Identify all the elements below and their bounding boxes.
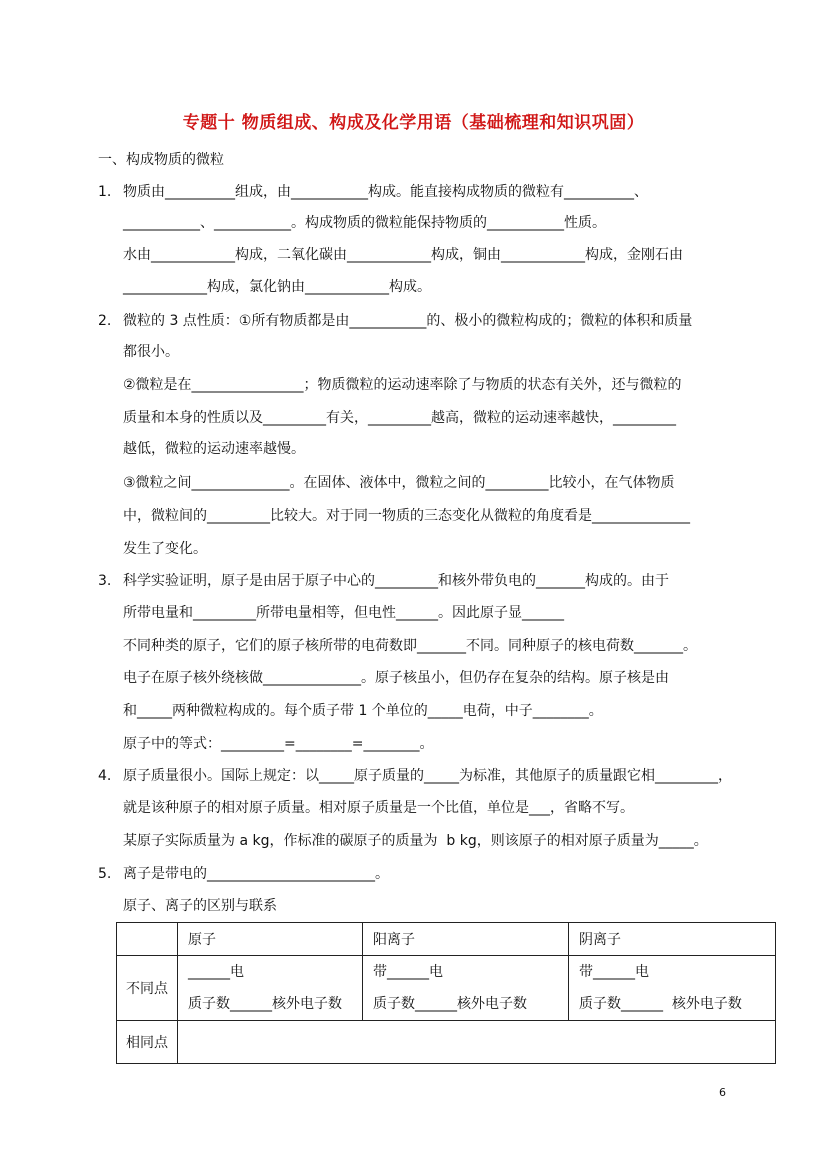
item-number: 4. <box>98 768 112 784</box>
item-line: 质量和本身的性质以及_________有关，_________越高，微粒的运动速率越快，_________ <box>123 410 676 426</box>
cell-text: 质子数______核外电子数 <box>188 996 342 1012</box>
cell-text: 带______电 <box>579 964 649 980</box>
table-row <box>117 956 776 1021</box>
item-line: ②微粒是在________________；物质微粒的运动速率除了与物质的状态有关外，还与微粒的 <box>123 377 682 393</box>
row-label: 不同点 <box>117 956 178 1021</box>
item-number: 2. <box>98 313 112 329</box>
table-header-row <box>117 923 776 956</box>
item-number: 3. <box>98 573 112 589</box>
item-line: 原子、离子的区别与联系 <box>123 898 277 914</box>
item-line: 都很小。 <box>123 344 179 360</box>
cell-text: 质子数______ 核外电子数 <box>579 996 742 1012</box>
table-cell-empty <box>178 1021 776 1064</box>
item-line: 微粒的 3 点性质：①所有物质都是由___________的、极小的微粒构成的；微粒的体积和质量 <box>123 313 693 329</box>
table-header-cell: 原子 <box>178 923 363 956</box>
item-line: ③微粒之间______________。在固体、液体中，微粒之间的_________比较小，在气体物质 <box>123 475 675 491</box>
item-line: ___________、___________。构成物质的微粒能保持物质的___________性质。 <box>123 215 606 231</box>
table-cell <box>178 956 363 1021</box>
item-line: 所带电量和_________所带电量相等，但电性______。因此原子显______ <box>123 605 564 621</box>
row-label: 相同点 <box>117 1021 178 1064</box>
table-header-cell <box>117 923 178 956</box>
cell-text: 质子数______核外电子数 <box>373 996 527 1012</box>
item-line: 物质由__________组成，由___________构成。能直接构成物质的微粒有__________、 <box>123 184 648 200</box>
item-line: 和_____两种微粒构成的。每个质子带 1 个单位的_____电荷，中子________。 <box>123 703 603 719</box>
item-number: 1. <box>98 184 112 200</box>
item-line: 原子质量很小。国际上规定：以_____原子质量的_____为标准，其他原子的质量跟它相_________， <box>123 768 732 784</box>
section-heading: 一、构成物质的微粒 <box>98 152 224 168</box>
item-line: 电子在原子核外绕核做______________。原子核虽小，但仍存在复杂的结构。原子核是由 <box>123 670 669 686</box>
table-cell <box>569 956 776 1021</box>
table-cell <box>363 956 569 1021</box>
cell-text: ______电 <box>188 964 244 980</box>
page-number: 6 <box>719 1086 726 1099</box>
table-header-cell: 阴离子 <box>569 923 776 956</box>
item-line: 中，微粒间的_________比较大。对于同一物质的三态变化从微粒的角度看是______________ <box>123 508 690 524</box>
item-line: 原子中的等式：_________=________=________。 <box>123 736 434 752</box>
item-number: 5. <box>98 866 112 882</box>
item-line: 就是该种原子的相对原子质量。相对原子质量是一个比值，单位是___，省略不写。 <box>123 800 634 816</box>
item-line: 某原子实际质量为 a kg，作标准的碳原子的质量为 b kg，则该原子的相对原子质量为_____。 <box>123 833 708 849</box>
item-line: 科学实验证明，原子是由居于原子中心的_________和核外带负电的_______构成的。由于 <box>123 573 669 589</box>
page-title: 专题十 物质组成、构成及化学用语（基础梳理和知识巩固） <box>182 113 645 133</box>
table-header-cell: 阳离子 <box>363 923 569 956</box>
item-line: 水由____________构成，二氧化碳由____________构成，铜由____________构成，金刚石由 <box>123 247 683 263</box>
table-row <box>117 1021 776 1064</box>
comparison-table <box>116 922 776 1064</box>
cell-text: 带______电 <box>373 964 443 980</box>
item-line: 发生了变化。 <box>123 541 207 557</box>
item-line: ____________构成，氯化钠由____________构成。 <box>123 279 431 295</box>
item-line: 离子是带电的________________________。 <box>123 866 389 882</box>
item-line: 越低，微粒的运动速率越慢。 <box>123 441 305 457</box>
item-line: 不同种类的原子，它们的原子核所带的电荷数即_______不同。同种原子的核电荷数_______。 <box>123 638 697 654</box>
